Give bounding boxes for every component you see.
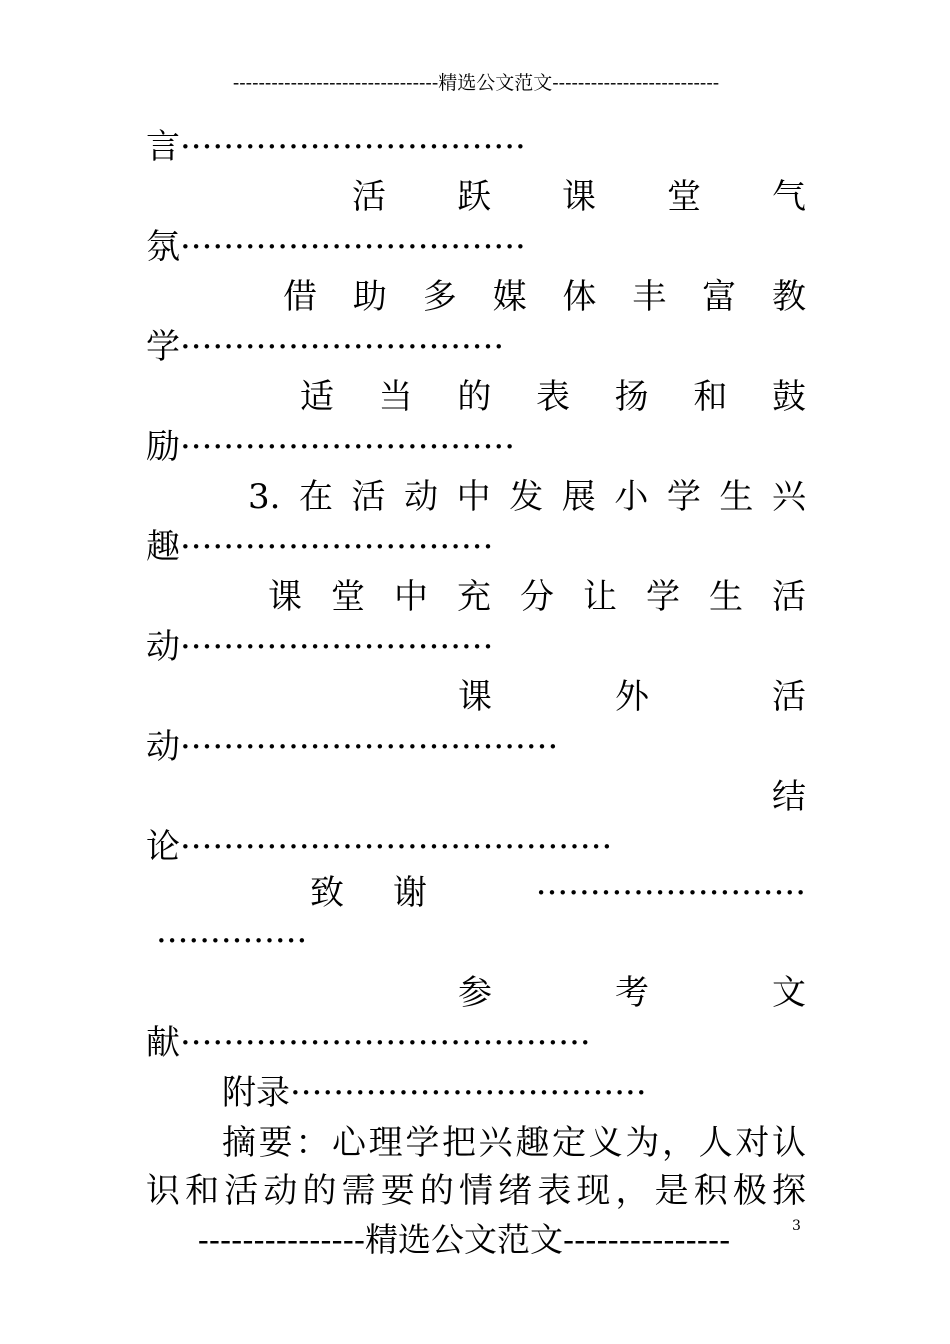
toc-line: 3.在活动中发展小学生兴 (248, 477, 806, 517)
toc-line: 趣····························· (146, 527, 494, 567)
toc-line: 适当的表扬和鼓 (300, 377, 806, 417)
toc-line: ·············· (156, 921, 308, 961)
toc-line: 参考文 (458, 973, 806, 1013)
toc-line: 活跃课堂气 (352, 177, 806, 217)
toc-line: 动····························· (146, 627, 494, 667)
page-footer: ---------------精选公文范文--------------- (197, 1220, 731, 1259)
toc-line: 课堂中充分让学生活 (268, 577, 806, 617)
toc-line: 动··································· (146, 727, 559, 767)
toc-line: 课外活 (458, 677, 806, 717)
page-header: --------------------------------精选公文范文-------------------------- (232, 72, 720, 94)
toc-line: 论········································ (146, 827, 613, 867)
toc-line: 献······································ (146, 1023, 591, 1063)
toc-line: 氛································ (146, 227, 526, 267)
abstract-line: 识和活动的需要的情绪表现，是积极探 (146, 1171, 806, 1211)
toc-line: 借助多媒体丰富教 (283, 277, 806, 317)
page-number: 3 (792, 1218, 801, 1234)
toc-line: 励······························· (146, 427, 516, 467)
toc-line: 附录································· (222, 1073, 647, 1113)
toc-line: 致谢 ························· (310, 873, 806, 913)
abstract-line: 摘要：心理学把兴趣定义为，人对认 (222, 1123, 806, 1163)
toc-line: 学······························ (146, 327, 505, 367)
toc-line: 结 (772, 777, 806, 817)
toc-line: 言································ (146, 127, 526, 167)
